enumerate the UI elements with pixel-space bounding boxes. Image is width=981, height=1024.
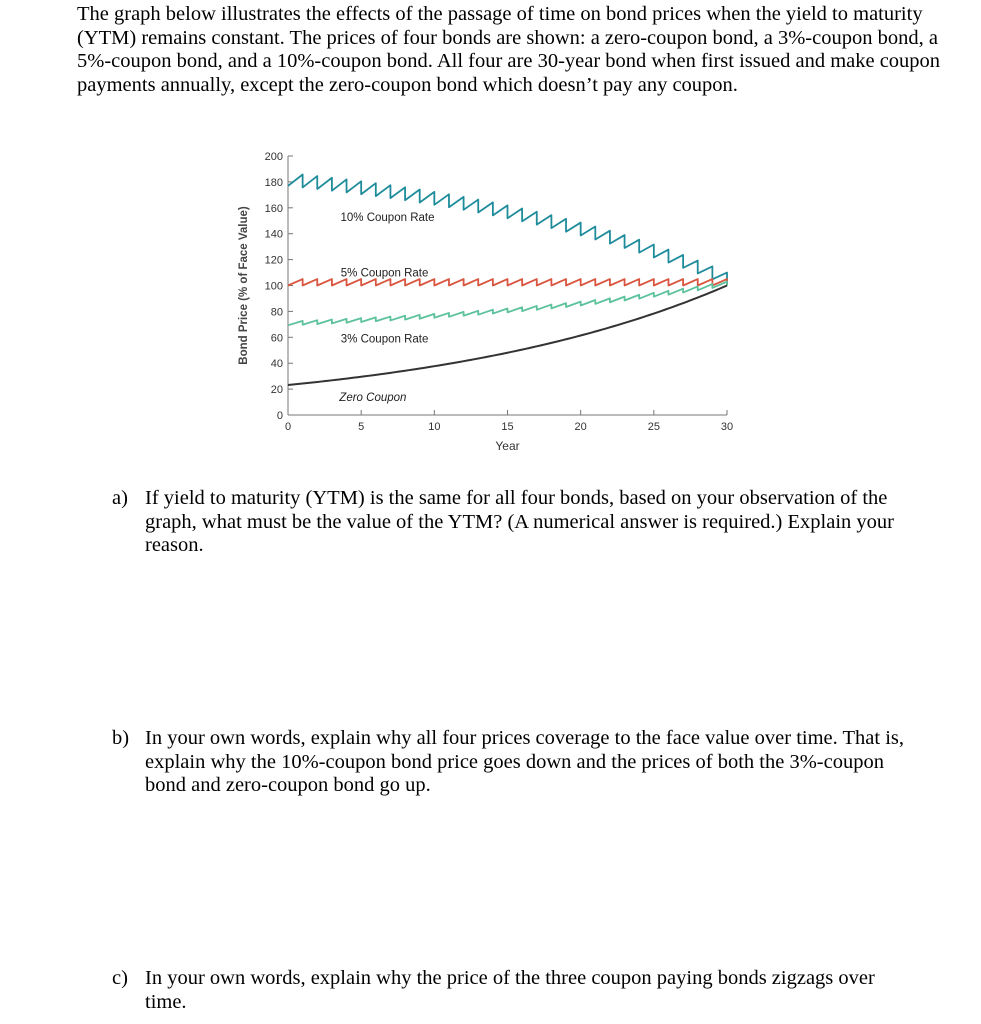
x-tick-label: 5	[358, 421, 365, 433]
x-tick-label: 20	[574, 421, 587, 433]
y-tick-label: 140	[264, 228, 283, 241]
question-a-text: If yield to maturity (YTM) is the same for all four bonds, based on your observation of the graph, what must be the value of the YTM? (A numerical answer is required.) Explain your reason.	[145, 487, 894, 556]
chart-svg	[230, 145, 750, 460]
x-axis-title: Year	[495, 439, 520, 453]
x-tick-label: 10	[428, 421, 441, 433]
y-tick-label: 60	[270, 332, 283, 345]
y-tick-label: 160	[264, 202, 283, 215]
chart-series	[288, 175, 727, 386]
series-label-10-coupon-rate: 10% Coupon Rate	[340, 211, 435, 224]
y-tick-label: 200	[264, 151, 283, 163]
series-label-5-coupon-rate: 5% Coupon Rate	[340, 267, 429, 280]
y-tick-label: 120	[264, 254, 283, 267]
y-axis-title: Bond Price (% of Face Value)	[238, 206, 250, 365]
intro-paragraph: The graph below illustrates the effects of the passage of time on bond prices when the yield to maturity (YTM) remains constant. The prices of four bonds are shown: a zero-coupon bond, a 3%-coupon bond, a 5%-coupon bond, and a 10%-coupon bond. All four are 30-year bond when first issued and make coupon payments annually, except the zero-coupon bond which doesn’t pay any coupon.	[77, 3, 941, 96]
series-line-3-coupon-rate	[288, 282, 727, 326]
question-b-text: In your own words, explain why all four prices coverage to the face value over time. That is, explain why the 10%-coupon bond price goes down and the prices of both the 3%-coupon bond and zero-coupon bond go up.	[145, 727, 905, 796]
y-tick-label: 0	[276, 410, 283, 422]
y-tick-label: 20	[270, 384, 283, 397]
x-tick-label: 0	[284, 421, 292, 433]
question-c-label: c)	[112, 967, 128, 989]
y-tick-label: 100	[264, 280, 283, 293]
series-line-5-coupon-rate	[288, 279, 727, 285]
question-a-label: a)	[112, 487, 128, 509]
y-tick-label: 40	[270, 358, 283, 371]
series-label-3-coupon-rate: 3% Coupon Rate	[340, 333, 429, 346]
bond-price-chart	[230, 145, 750, 460]
chart-labels	[338, 212, 434, 404]
x-tick-label: 15	[501, 421, 514, 433]
x-tick-label: 30	[720, 421, 734, 433]
series-label-zero-coupon: Zero Coupon	[339, 391, 407, 404]
y-tick-label: 180	[264, 176, 283, 189]
question-c-text: In your own words, explain why the price of the three coupon paying bonds zigzags over time.	[145, 967, 875, 1013]
question-b-label: b)	[112, 727, 130, 749]
x-tick-label: 25	[647, 421, 660, 433]
chart-axes	[238, 151, 733, 453]
y-tick-label: 80	[270, 306, 283, 319]
